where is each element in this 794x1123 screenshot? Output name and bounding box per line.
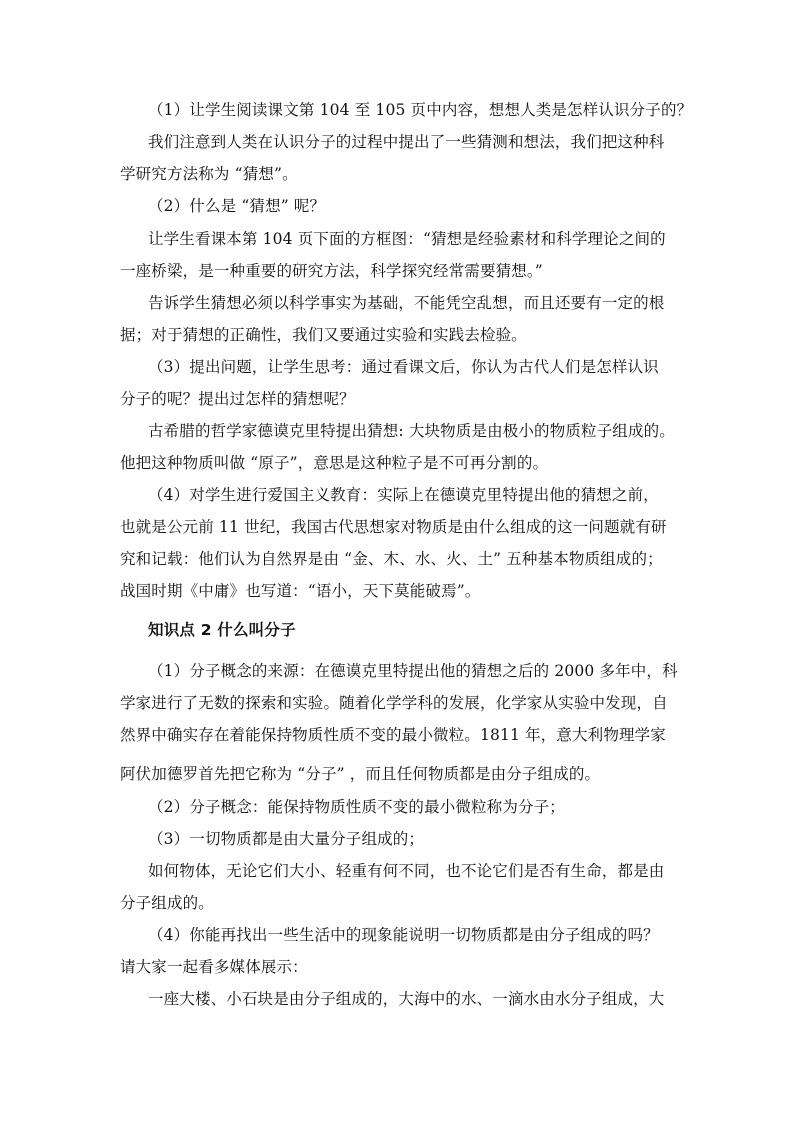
text-line: 分子组成的。 — [120, 894, 214, 912]
text-line: 告诉学生猜想必须以科学事实为基础，不能凭空乱想，而且还要有一定的根 — [148, 294, 665, 312]
text-line: 究和记载：他们认为自然界是由 “金、木、水、火、土” 五种基本物质组成的； — [120, 550, 663, 568]
text-line: （3）提出问题，让学生思考：通过看课文后，你认为古代人们是怎样认识 — [148, 358, 659, 376]
text-line: （1）分子概念的来源：在德谟克里特提出他的猜想之后的 2000 多年中，科 — [148, 662, 678, 680]
text-line: 学研究方法称为 “猜想”。 — [120, 165, 298, 183]
text-line: 我们注意到人类在认识分子的过程中提出了一些猜测和想法，我们把这种科 — [148, 133, 665, 151]
text-line: （4）对学生进行爱国主义教育：实际上在德谟克里特提出他的猜想之前， — [148, 486, 659, 504]
text-line: 一座大楼、小石块是由分子组成的，大海中的水、一滴水由水分子组成，大 — [148, 990, 665, 1008]
text-line: 如何物体，无论它们大小、轻重有何不同，也不论它们是否有生命，都是由 — [148, 862, 665, 880]
text-line: 他把这种物质叫做 “原子”，意思是这种粒子是不可再分割的。 — [120, 454, 549, 472]
text-line: 然界中确实存在着能保持物质性质不变的最小微粒。1811 年，意大利物理学家 — [120, 726, 666, 744]
text-line: （2）分子概念：能保持物质性质不变的最小微粒称为分子； — [148, 798, 565, 816]
text-line: 战国时期《中庸》也写道：“语小，天下莫能破焉”。 — [120, 582, 481, 600]
text-line: 一座桥梁，是一种重要的研究方法，科学探究经常需要猜想。” — [120, 262, 543, 280]
text-line: （3）一切物质都是由大量分子组成的； — [148, 830, 425, 848]
text-line: （1）让学生阅读课文第 104 至 105 页中内容，想想人类是怎样认识分子的？ — [148, 101, 693, 119]
text-line: 学家进行了无数的探索和实验。随着化学学科的发展，化学家从实验中发现，自 — [120, 694, 668, 712]
text-line: 古希腊的哲学家德谟克里特提出猜想: 大块物质是由极小的物质粒子组成的。 — [148, 422, 675, 440]
text-line: 阿伏加德罗首先把它称为 “分子” ，而且任何物质都是由分子组成的。 — [120, 765, 601, 783]
text-line: （4）你能再找出一些生活中的现象能说明一切物质都是由分子组成的吗？ — [148, 926, 659, 944]
text-line: 请大家一起看多媒体展示： — [120, 958, 308, 976]
text-line: 据；对于猜想的正确性，我们又要通过实验和实践去检验。 — [120, 326, 527, 344]
text-line: 分子的呢？提出过怎样的猜想呢？ — [120, 390, 355, 408]
text-line: （2）什么是 “猜想” 呢？ — [148, 197, 326, 215]
text-line: 让学生看课本第 104 页下面的方框图：“猜想是经验素材和科学理论之间的 — [148, 230, 666, 248]
text-line: 也就是公元前 11 世纪，我国古代思想家对物质是由什么组成的这一问题就有研 — [120, 518, 667, 536]
section-heading: 知识点 2 什么叫分子 — [148, 621, 296, 639]
